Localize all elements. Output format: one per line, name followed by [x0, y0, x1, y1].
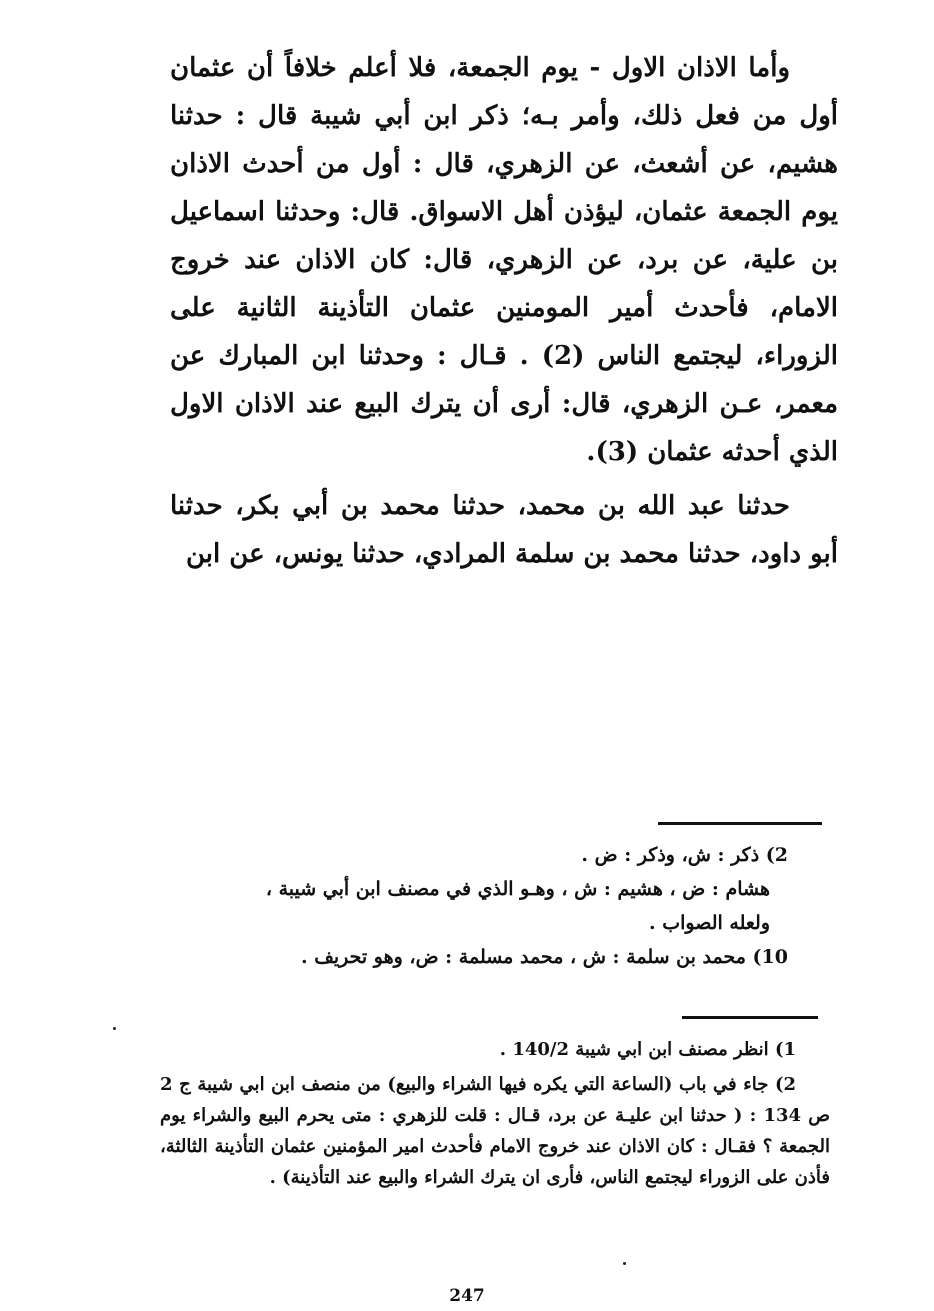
main-text	[170, 44, 838, 578]
scan-speck	[623, 1262, 626, 1265]
footnotes-divider	[682, 1016, 818, 1019]
footnote: 1) انظر مصنف ابن ابي شيبة 140/2 .	[499, 1039, 796, 1060]
variants-divider	[658, 822, 822, 825]
footnote: 2) جاء في باب (الساعة التي يكره فيها الشراء والبيع) من منصف ابن ابي شيبة ج 2 ص 134 : ( حدثنا ابن عليـة عن برد، قـال : قلت للزهري : متى يحرم البيع والشراء يوم الجمعة ؟ فقـال : كان الاذان عند خروج الامام فأحدث امير المؤمنين عثمان التأذينة الثالثة، فأذن على الزوراء ليجتمع الناس، فأرى ان يترك الشراء والبيع عند التأذينة) .	[160, 1074, 830, 1188]
variant-note: هشام : ض ، هشيم : ش ، وهـو الذي في مصنف ابن أبي شيبة ،	[265, 878, 770, 900]
page-number: 247	[449, 1286, 485, 1306]
variant-note: ولعله الصواب .	[649, 912, 770, 934]
main-paragraph: وأما الاذان الاول - يوم الجمعة، فلا أعلم خلافاً أن عثمان أول من فعل ذلك، وأمر بـه؛ ذكر ابن أبي شيبة قال : حدثنا هشيم، عن أشعث، عن الزهري، قال : أول من أحدث الاذان يوم الجمعة عثمان، ليؤذن أهل الاسواق. قال: وحدثنا اسماعيل بن علية، عن برد، عن الزهري، قال: كان الاذان عند خروج الامام، فأحدث أمير المومنين عثمان التأذينة الثانية على الزوراء، ليجتمع الناس (2) . قـال : وحدثنا ابن المبارك عن معمر، عـن الزهري، قال: أرى أن يترك البيع عند الاذان الاول الذي أحدثه عثمان (3).	[170, 53, 838, 467]
variant-note: 2) ذكر : ش، وذكر : ض .	[581, 844, 788, 866]
footnotes	[160, 1034, 830, 1193]
variant-notes	[176, 838, 788, 974]
scan-speck	[113, 1027, 116, 1030]
variant-note: 10) محمد بن سلمة : ش ، محمد مسلمة : ض، وهو تحريف .	[300, 946, 788, 968]
main-paragraph: حدثنا عبد الله بن محمد، حدثنا محمد بن أبي بكر، حدثنا أبو داود، حدثنا محمد بن سلمة المرادي، حدثنا يونس، عن ابن	[170, 491, 838, 569]
